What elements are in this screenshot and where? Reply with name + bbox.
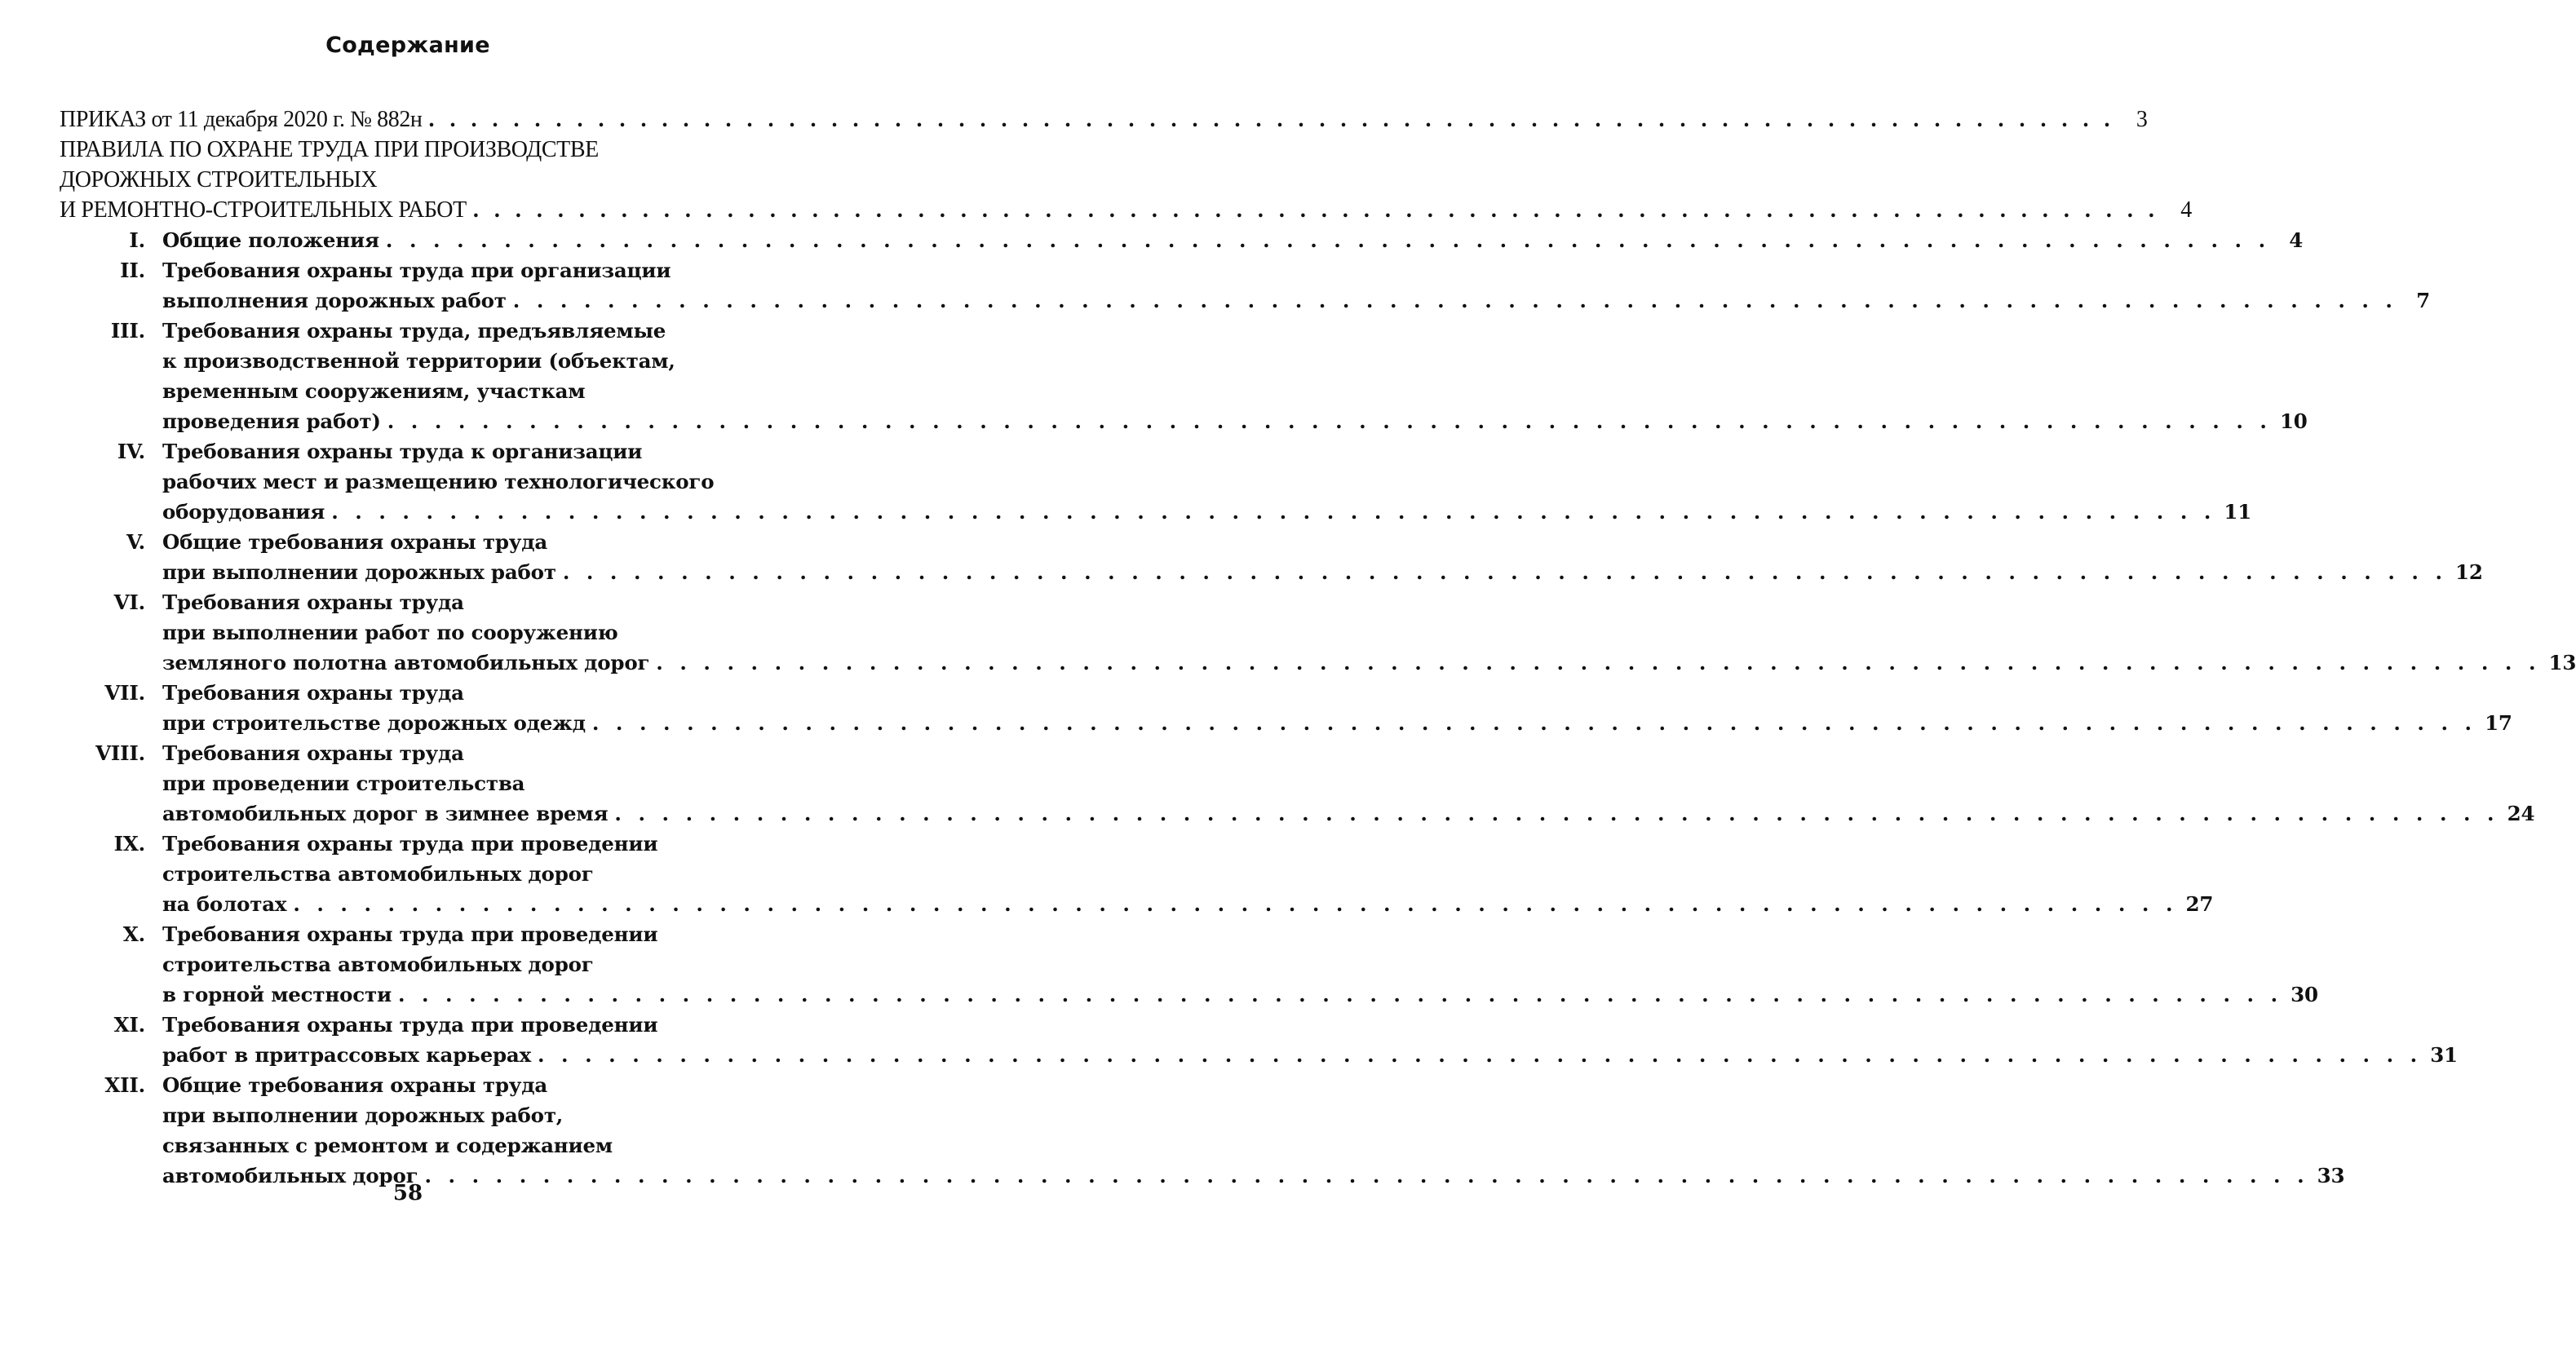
toc-line bbox=[60, 1040, 2458, 1070]
entry-text: Общие требования охраны труда bbox=[162, 1073, 548, 1097]
entry-text: И РЕМОНТНО-СТРОИТЕЛЬНЫХ РАБОТ bbox=[60, 197, 467, 223]
entry-text: при выполнении дорожных работ, bbox=[162, 1103, 564, 1127]
entry-text: при строительстве дорожных одежд bbox=[162, 711, 586, 735]
entry-text: на болотах bbox=[162, 892, 287, 916]
dot-leader: . . . . . . . . . . . . . . . . . . . . . . . . . . . . . . . . . . . . . . . . . . . . . . . . . . . . . . . . . . . . . . . . . . . . . . . . . . . . . . . . bbox=[512, 289, 2397, 312]
entry-page-number: 4 bbox=[2180, 197, 2192, 223]
toc-line bbox=[60, 406, 2308, 436]
dot-leader: . . . . . . . . . . . . . . . . . . . . . . . . . . . . . . . . . . . . . . . . . . . . . . . . . . . . . . . . . . . . . . . . . . . . . . . . . . . . . . . . bbox=[397, 983, 2283, 1006]
entry-text: рабочих мест и размещению технологического bbox=[162, 470, 715, 493]
dot-leader: . . . . . . . . . . . . . . . . . . . . . . . . . . . . . . . . . . . . . . . . . . . . . . . . . . . . . . . . . . . . . . . . . . . . . . . . . . . . . . . . bbox=[591, 711, 2477, 735]
toc-section-entry bbox=[60, 1070, 2345, 1191]
entry-text: при выполнении дорожных работ bbox=[162, 560, 556, 584]
entry-page-number: 31 bbox=[2430, 1043, 2458, 1067]
toc-line bbox=[60, 165, 769, 195]
toc-section-entry bbox=[60, 1010, 2458, 1070]
toc-line bbox=[60, 316, 769, 346]
entry-text: автомобильных дорог bbox=[162, 1164, 418, 1187]
toc-line bbox=[60, 376, 769, 406]
entry-text: работ в притрассовых карьерах bbox=[162, 1043, 531, 1067]
entry-page-number: 33 bbox=[2317, 1164, 2345, 1187]
toc-line bbox=[60, 104, 2148, 135]
dot-leader: . . . . . . . . . . . . . . . . . . . . . . . . . . . . . . . . . . . . . . . . . . . . . . . . . . . . . . . . . . . . . . . . . . . . . . . . . . . . . . . . bbox=[387, 409, 2272, 433]
entry-text: проведения работ) bbox=[162, 409, 381, 433]
toc-line bbox=[60, 497, 2252, 527]
entry-page-number: 24 bbox=[2507, 802, 2535, 825]
dot-leader: . . . . . . . . . . . . . . . . . . . . . . . . . . . . . . . . . . . . . . . . . . . . . . . . . . . . . . . . . . . . . . . . . . . . . . . . . . . . . . . . bbox=[424, 1164, 2309, 1187]
toc-line bbox=[60, 798, 2535, 829]
section-number: V. bbox=[126, 530, 145, 554]
dot-leader: . . . . . . . . . . . . . . . . . . . . . . . . . . . . . . . . . . . . . . . . . . . . . . . . . . . . . . . . . . . . . . . . . . . . . . . . . . . . . . . . bbox=[385, 228, 2271, 252]
entry-text: Общие требования охраны труда bbox=[162, 530, 548, 554]
entry-page-number: 11 bbox=[2224, 500, 2252, 524]
toc-line bbox=[60, 135, 769, 165]
toc-line bbox=[60, 617, 769, 648]
entry-text: Требования охраны труда при организации bbox=[162, 259, 671, 282]
entry-text: ДОРОЖНЫХ СТРОИТЕЛЬНЫХ bbox=[60, 167, 378, 192]
section-number: I. bbox=[129, 228, 145, 252]
entry-text: связанных с ремонтом и содержанием bbox=[162, 1134, 613, 1157]
toc-line bbox=[60, 889, 2214, 919]
dot-leader: . . . . . . . . . . . . . . . . . . . . . . . . . . . . . . . . . . . . . . . . . . . . . . . . . . . . . . . . . . . . . . . . . . . . . . . . . . . . . . . . bbox=[428, 107, 2115, 132]
toc-line bbox=[60, 678, 769, 708]
toc-line bbox=[60, 859, 769, 889]
entry-page-number: 13 bbox=[2548, 651, 2576, 674]
entry-text: строительства автомобильных дорог bbox=[162, 862, 594, 886]
toc-section-entry bbox=[60, 527, 2483, 587]
section-number: IV. bbox=[117, 440, 145, 463]
dot-leader: . . . . . . . . . . . . . . . . . . . . . . . . . . . . . . . . . . . . . . . . . . . . . . . . . . . . . . . . . . . . . . . . . . . . . . . . . . . . . . . . bbox=[562, 560, 2448, 584]
dot-leader: . . . . . . . . . . . . . . . . . . . . . . . . . . . . . . . . . . . . . . . . . . . . . . . . . . . . . . . . . . . . . . . . . . . . . . . . . . . . . . . . bbox=[472, 197, 2159, 223]
section-number: VII. bbox=[104, 681, 145, 705]
entry-text: выполнения дорожных работ bbox=[162, 289, 507, 312]
section-number: X. bbox=[122, 922, 145, 946]
entry-text: Общие положения bbox=[162, 228, 379, 252]
section-number: VI. bbox=[113, 590, 145, 614]
entry-text: ПРАВИЛА ПО ОХРАНЕ ТРУДА ПРИ ПРОИЗВОДСТВЕ bbox=[60, 137, 599, 162]
toc-line bbox=[60, 527, 769, 557]
dot-leader: . . . . . . . . . . . . . . . . . . . . . . . . . . . . . . . . . . . . . . . . . . . . . . . . . . . . . . . . . . . . . . . . . . . . . . . . . . . . . . . . bbox=[656, 651, 2541, 674]
dot-leader: . . . . . . . . . . . . . . . . . . . . . . . . . . . . . . . . . . . . . . . . . . . . . . . . . . . . . . . . . . . . . . . . . . . . . . . . . . . . . . . . bbox=[293, 892, 2178, 916]
entry-page-number: 17 bbox=[2485, 711, 2512, 735]
toc-line bbox=[60, 225, 2304, 255]
entry-text: в горной местности bbox=[162, 983, 392, 1006]
entry-text: Требования охраны труда bbox=[162, 590, 464, 614]
toc-line bbox=[60, 195, 2192, 225]
toc-line bbox=[60, 979, 2318, 1010]
toc-section-entry bbox=[60, 436, 2252, 527]
toc-section-entry bbox=[60, 225, 2304, 255]
toc-top-entry bbox=[60, 135, 2192, 225]
entry-page-number: 27 bbox=[2185, 892, 2214, 916]
toc-line bbox=[60, 829, 769, 859]
toc-line bbox=[60, 1010, 769, 1040]
entry-page-number: 10 bbox=[2279, 409, 2308, 433]
entry-text: Требования охраны труда при проведении bbox=[162, 832, 658, 856]
toc-top-entry bbox=[60, 104, 2148, 135]
toc-line bbox=[60, 648, 2576, 678]
table-of-contents bbox=[60, 104, 2576, 1191]
entry-page-number: 3 bbox=[2136, 107, 2148, 132]
toc-line bbox=[60, 919, 769, 949]
entry-text: при проведении строительства bbox=[162, 772, 525, 795]
toc-line bbox=[60, 346, 769, 376]
section-number: III. bbox=[110, 319, 145, 343]
section-number: IX. bbox=[113, 832, 145, 856]
toc-line bbox=[60, 708, 2512, 738]
entry-text: оборудования bbox=[162, 500, 325, 524]
toc-line bbox=[60, 949, 769, 979]
section-number: VIII. bbox=[95, 741, 145, 765]
toc-line bbox=[60, 1100, 769, 1130]
toc-line bbox=[60, 467, 769, 497]
toc-line bbox=[60, 1130, 769, 1161]
toc-section-entry bbox=[60, 678, 2512, 738]
toc-line bbox=[60, 557, 2483, 587]
entry-text: Требования охраны труда, предъявляемые bbox=[162, 319, 666, 343]
entry-page-number: 30 bbox=[2291, 983, 2318, 1006]
page-title: Содержание bbox=[325, 33, 490, 58]
entry-text: Требования охраны труда к организации bbox=[162, 440, 643, 463]
entry-text: земляного полотна автомобильных дорог bbox=[162, 651, 650, 674]
dot-leader: . . . . . . . . . . . . . . . . . . . . . . . . . . . . . . . . . . . . . . . . . . . . . . . . . . . . . . . . . . . . . . . . . . . . . . . . . . . . . . . . bbox=[331, 500, 2216, 524]
entry-page-number: 7 bbox=[2416, 289, 2430, 312]
entry-text: автомобильных дорог в зимнее время bbox=[162, 802, 609, 825]
toc-line bbox=[60, 255, 769, 285]
toc-section-entry bbox=[60, 829, 2214, 919]
dot-leader: . . . . . . . . . . . . . . . . . . . . . . . . . . . . . . . . . . . . . . . . . . . . . . . . . . . . . . . . . . . . . . . . . . . . . . . . . . . . . . . . bbox=[538, 1043, 2423, 1067]
entry-text: Требования охраны труда bbox=[162, 741, 464, 765]
toc-line bbox=[60, 768, 769, 798]
entry-page-number: 12 bbox=[2455, 560, 2483, 584]
toc-section-entry bbox=[60, 255, 2430, 316]
page-number: 58 bbox=[392, 1181, 423, 1205]
toc-section-entry bbox=[60, 738, 2535, 829]
toc-section-entry bbox=[60, 316, 2308, 436]
toc-line bbox=[60, 587, 769, 617]
entry-text: временным сооружениям, участкам bbox=[162, 379, 586, 403]
toc-section-entry bbox=[60, 587, 2576, 678]
section-number: II. bbox=[120, 259, 145, 282]
entry-text: Требования охраны труда при проведении bbox=[162, 922, 658, 946]
section-number: XII. bbox=[104, 1073, 145, 1097]
entry-text: при выполнении работ по сооружению bbox=[162, 621, 618, 644]
entry-text: Требования охраны труда bbox=[162, 681, 464, 705]
toc-line bbox=[60, 1070, 769, 1100]
entry-page-number: 4 bbox=[2289, 228, 2304, 252]
dot-leader: . . . . . . . . . . . . . . . . . . . . . . . . . . . . . . . . . . . . . . . . . . . . . . . . . . . . . . . . . . . . . . . . . . . . . . . . . . . . . . . . bbox=[614, 802, 2499, 825]
toc-line bbox=[60, 738, 769, 768]
toc-line bbox=[60, 436, 769, 467]
entry-text: Требования охраны труда при проведении bbox=[162, 1013, 658, 1037]
entry-text: к производственной территории (объектам, bbox=[162, 349, 675, 373]
toc-line bbox=[60, 285, 2430, 316]
section-number: XI. bbox=[113, 1013, 145, 1037]
toc-section-entry bbox=[60, 919, 2318, 1010]
entry-text: ПРИКАЗ от 11 декабря 2020 г. № 882н bbox=[60, 107, 423, 132]
entry-text: строительства автомобильных дорог bbox=[162, 953, 594, 976]
